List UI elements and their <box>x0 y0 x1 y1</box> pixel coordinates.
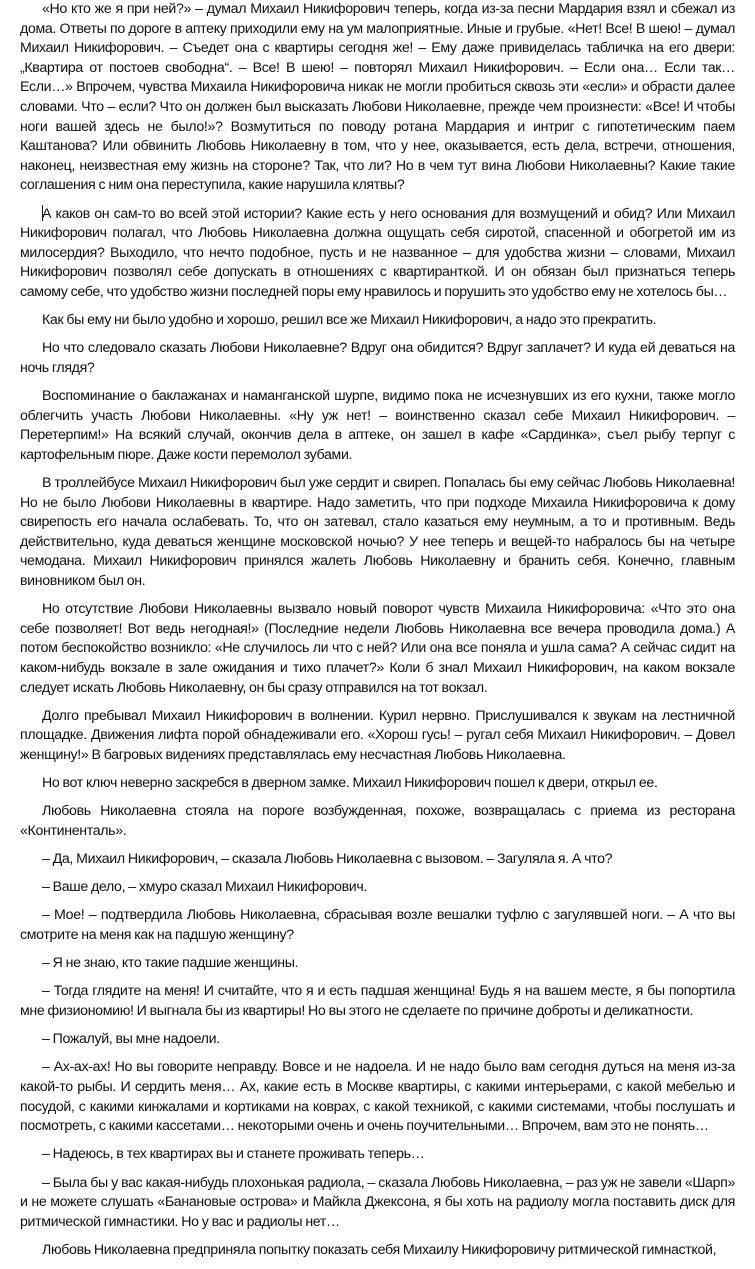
paragraph: Воспоминание о баклажанах и наманганской шурпе, видимо пока не исчезнувших из его кухни, также могло облегчить участь Любови Николаевны. «Ну уж нет! – воинственно сказал себе Михаил Никифорович. – Перетерпим!» На всякий случай, окончив дела в аптеке, он зашел в кафе «Сардинка», съел рыбу терпуг с картофельным пюре. Даже кости перемолол зубами. <box>20 388 735 463</box>
dialogue-line: – Была бы у вас какая-нибудь плохонькая радиола, – сказала Любовь Николаевна, – раз уж не завели «Шарп» и не можете слушать «Банановые острова» и Майкла Джексона, я бы хоть на радиолу могла поставить диск для ритмической гимнастики. Но у вас и радиолы нет… <box>20 1174 735 1230</box>
dialogue-line: – Ваше дело, – хмуро сказал Михаил Никифорович. <box>42 879 367 896</box>
paragraph: Но вот ключ неверно заскребся в дверном замке. Михаил Никифорович пошел к двери, открыл ее. <box>42 775 658 792</box>
dialogue-line: – Пожалуй, вы мне надоели. <box>42 1031 220 1048</box>
paragraph: Но отсутствие Любови Николаевны вызвало новый поворот чувств Михаила Никифоровича: «Что это она себе позволяет! Вот ведь негодная!» (Последние недели Любовь Николаевна все вечера проводила дома.) А потом беспокойство возникло: «Не случилось ли что с ней? Или она все поняла и ушла сама? А сейчас сидит на каком-нибудь вокзале в зале ожидания и тихо плачет?» Коли б знал Михаил Никифорович, на каком вокзале следует искать Любовь Николаевну, он бы сразу отправился на тот вокзал. <box>20 601 735 696</box>
paragraph-text: А каков он сам-то во всей этой истории? Какие есть у него основания для возмущений и обид? Или Михаил Никифорович полагал, что Любовь Николаевна должна ощущать себя сиротой, спасенной и обогретой им из милосердия? Выходило, что нечто подобное, пусть и не названное – для удобства жизни – словами, Михаил Никифорович позволял себе допускать в отношениях с квартиранткой. И он обязан был признаться теперь самому себе, что удобство жизни последней поры ему нравилось и порушить это удобство ему не хотелось бы… <box>20 205 735 300</box>
dialogue-line: – Мое! – подтвердила Любовь Николаевна, сбрасывая возле вешалки туфлю с загулявшей ноги. – А что вы смотрите на меня как на падшую женщину? <box>20 907 735 944</box>
paragraph: Любовь Николаевна предприняла попытку показать себя Михаилу Никифоровичу ритмической гимнасткой, <box>42 1241 717 1258</box>
paragraph-with-cursor <box>20 205 735 303</box>
dialogue-line: – Да, Михаил Никифорович, – сказала Любовь Николаевна с вызовом. – Загуляла я. А что? <box>42 851 613 868</box>
paragraph: В троллейбусе Михаил Никифорович был уже сердит и свиреп. Попалась бы ему сейчас Любовь Николаевна! Но не было Любови Николаевны в квартире. Надо заметить, что при подходе Михаила Никифоровича к дому свирепость его начала ослабевать. То, что он затевал, стало казаться ему неумным, а то и противным. Ведь действительно, куда деваться женщине московской ночью? У нее теперь и вещей-то набралось бы на четыре чемодана. Михаил Никифорович принялся жалеть Любовь Николаевну и бранить себя. Конечно, главным виновником был он. <box>20 475 735 589</box>
paragraph: Любовь Николаевна стояла на пороге возбужденная, похоже, возвращалась с приема из ресторана «Континенталь». <box>20 803 735 839</box>
dialogue-line: – Надеюсь, в тех квартирах вы и станете проживать теперь… <box>42 1146 425 1163</box>
paragraph: Как бы ему ни было удобно и хорошо, решил все же Михаил Никифорович, а надо это прекратить. <box>42 312 657 329</box>
dialogue-line: – Тогда глядите на меня! И считайте, что я и есть падшая женщина! Будь я на вашем месте, я бы попортила мне физиономию! И выгнала бы из квартиры! Но вы этого не сделаете по причине доброты и деликатности. <box>20 983 735 1020</box>
paragraph: «Но кто же я при ней?» – думал Михаил Никифорович теперь, когда из-за песни Мардария взял и сбежал из дома. Ответы по дороге в аптеку приходили ему на ум малоприятные. Иные и грубые. «Нет! Все! В шею! – думал Михаил Никифорович. – Съедет она с квартиры сегодня же! – Ему даже привиделась табличка на его двери: „Квартира от постоев свободна“. – Все! В шею! – повторял Михаил Никифорович. – Если она… Если так… Если…» Впрочем, чувства Михаила Никифоровича никак не могли пробиться сквозь эти «если» и обрасти далее словами. Что – если? Что он должен был высказать Любови Николаевне, прежде чем произнести: «Все! И чтобы ноги вашей здесь не было!»? Возмутиться по поводу ротана Мардария и интриг с гипотетическим паем Каштанова? Или обвинить Любовь Николаевну в том, что у нее, оказывается, есть дела, встречи, отношения, наконец, неизвестная ему жизнь на стороне? Так, что ли? Но в чем тут вина Любови Николаевны? Какие такие соглашения с ним она переступила, какие нарушила клятвы? <box>20 1 735 194</box>
dialogue-line: – Ах-ах-ах! Но вы говорите неправду. Вовсе и не надоела. И не надо было вам сегодня дуться на меня из-за какой-то рыбы. И сердить меня… Ах, какие есть в Москве квартиры, с какими интерьерами, с какой мебелью и посудой, с какими кинжалами и кортиками на коврах, с какой техникой, с какими системами, чтобы послушать и посмотреть, с какими кассетами… некоторыми очень и очень поучительными… Впрочем, вам это не понять… <box>20 1059 735 1135</box>
paragraph: Но что следовало сказать Любови Николаевне? Вдруг она обидится? Вдруг заплачет? И куда ей деваться на ночь глядя? <box>20 340 735 376</box>
dialogue-line: – Я не знаю, кто такие падшие женщины. <box>42 955 299 972</box>
paragraph: Долго пребывал Михаил Никифорович в волнении. Курил нервно. Прислушивался к звукам на лестничной площадке. Движения лифта порой обнадеживали его. «Хорош гусь! – ругал себя Михаил Никифорович. – Довел женщину!» В багровых видениях представлялась ему несчастная Любовь Николаевна. <box>20 707 735 763</box>
